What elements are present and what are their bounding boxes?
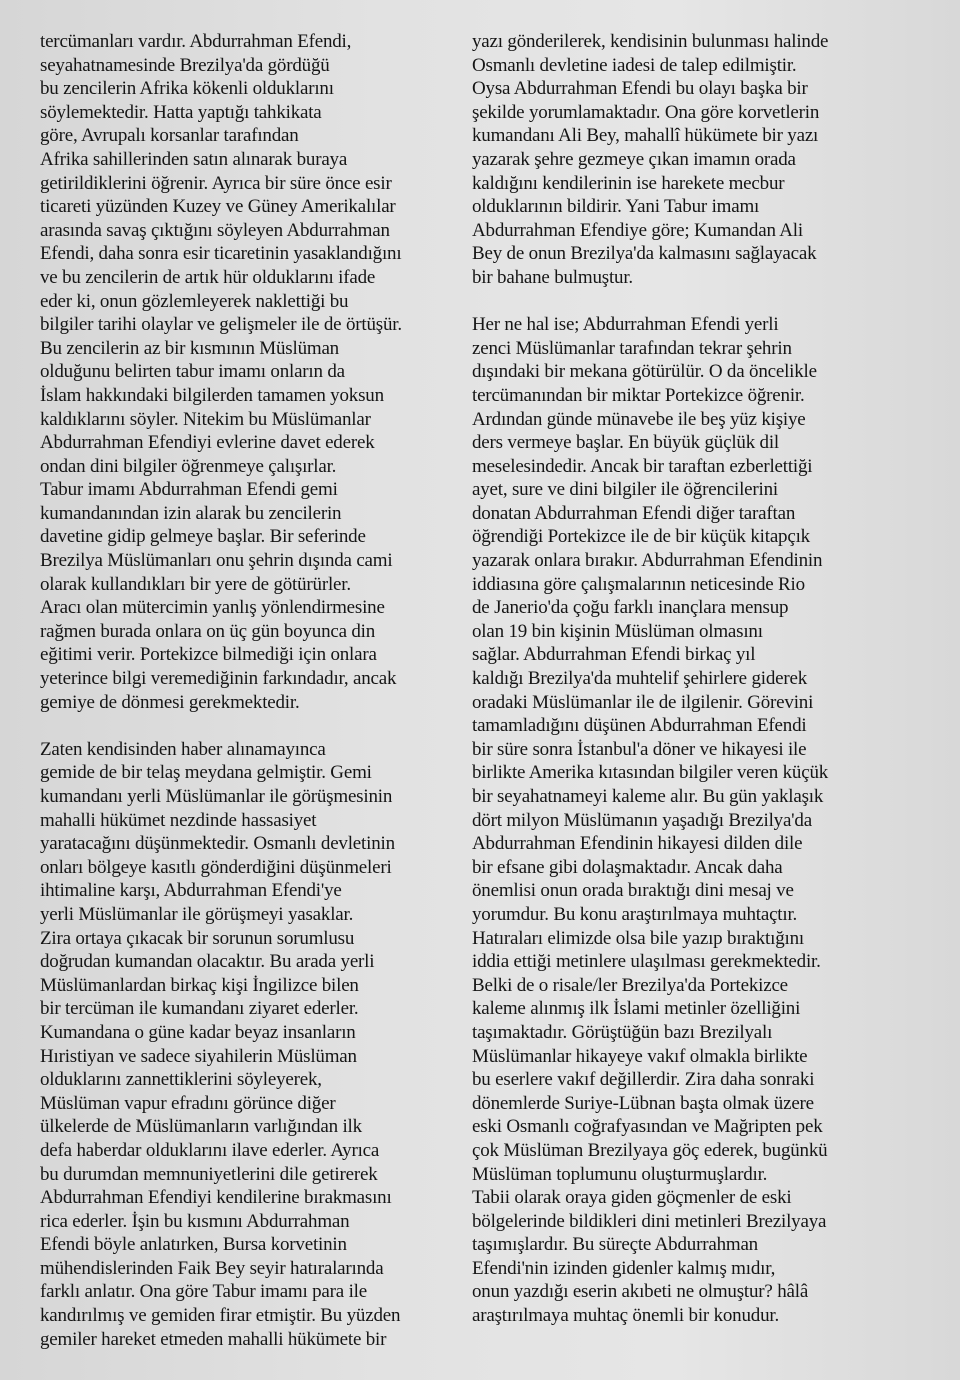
text-line: Ardından günde münavebe ile beş yüz kişiye — [472, 408, 806, 430]
text-line: bölgelerinde bildikleri dini metinleri Brezilyaya — [472, 1210, 827, 1232]
text-line: farklı anlatır. Ona göre Tabur imamı para ile — [40, 1281, 367, 1303]
text-line: Her ne hal ise; Abdurrahman Efendi yerli — [472, 314, 779, 336]
paragraph-gap — [472, 290, 867, 314]
text-line: ülkelerde de Müslümanların varlığından ilk — [40, 1116, 362, 1138]
text-line: rica ederler. İşin bu kısmını Abdurrahman — [40, 1210, 350, 1232]
text-line: gemiye de dönmesi gerekmektedir. — [40, 691, 300, 713]
left-column — [40, 30, 430, 1351]
text-line: kaldıklarını söyler. Nitekim bu Müslümanlar — [40, 408, 371, 430]
text-line: olduklarının bildirir. Yani Tabur imamı — [472, 196, 760, 218]
text-line: defa haberdar olduklarını ilave ederler. Ayrıca — [40, 1139, 380, 1161]
text-line: yaratacağını düşünmektedir. Osmanlı devletinin — [40, 833, 395, 855]
text-line: Osmanlı devletine iadesi de talep edilmiştir. — [472, 54, 797, 76]
text-line: kaleme alınmış ilk İslami metinler özelliğini — [472, 998, 801, 1020]
text-line: kumandanı Ali Bey, mahallî hükümete bir yazı — [472, 125, 819, 147]
text-line: çok Müslüman Brezilyaya göç ederek, bugünkü — [472, 1139, 828, 1161]
text-line: kumandanından izin alarak bu zencilerin — [40, 502, 342, 524]
text-line: Tabur imamı Abdurrahman Efendi gemi — [40, 479, 338, 501]
text-line: tercümanları vardır. Abdurrahman Efendi, — [40, 31, 352, 52]
text-line: Abdurrahman Efendinin hikayesi dilden dile — [472, 833, 803, 855]
text-line: bir efsane gibi dolaşmaktadır. Ancak daha — [472, 856, 783, 878]
text-line: kandırılmış ve gemiden firar etmiştir. Bu yüzden — [40, 1305, 401, 1327]
text-line: bir süre sonra İstanbul'a döner ve hikayesi ile — [472, 738, 807, 760]
text-line: arasında savaş çıktığını söyleyen Abdurrahman — [40, 219, 390, 241]
text-line: Aracı olan mütercimin yanlış yönlendirmesine — [40, 597, 385, 619]
text-line: Efendi'nin izinden gidenler kalmış mıdır, — [472, 1257, 776, 1279]
text-line: seyahatnamesinde Brezilya'da gördüğü — [40, 54, 330, 76]
text-line: ihtimaline karşı, Abdurrahman Efendi'ye — [40, 880, 342, 902]
text-line: zenci Müslümanlar tarafından tekrar şehrin — [472, 337, 792, 359]
text-line: olarak kullandıkları bir yere de götürürler. — [40, 573, 351, 595]
text-line: iddia ettiği metinlere ulaşılması gerekmektedir. — [472, 951, 821, 973]
text-line: getirildiklerini öğrenir. Ayrıca bir süre önce esir — [40, 172, 392, 194]
text-line: bir tercüman ile kumandanı ziyaret ederler. — [40, 998, 359, 1020]
text-line: olan 19 bin kişinin Müslüman olmasını — [472, 620, 763, 642]
text-line: ticareti yüzünden Kuzey ve Güney Amerikalılar — [40, 196, 396, 218]
text-line: ayet, sure ve dini bilgiler ile öğrencilerini — [472, 479, 778, 501]
text-line: ders vermeye başlar. En büyük güçlük dil — [472, 432, 780, 454]
text-line: Abdurrahman Efendiyi kendilerine bırakmasını — [40, 1187, 392, 1209]
text-line: bu eserlere vakıf değillerdir. Zira daha sonraki — [472, 1069, 815, 1091]
text-line: yerli Müslümanlar ile görüşmeyi yasaklar. — [40, 903, 354, 925]
text-line: Bu zencilerin az bir kısmının Müslüman — [40, 337, 339, 359]
text-line: olduklarını zannettiklerini söyleyerek, — [40, 1069, 322, 1091]
text-line: şekilde yorumlamaktadır. Ona göre korvetlerin — [472, 101, 820, 123]
text-line: İslam hakkındaki bilgilerden tamamen yoksun — [40, 384, 384, 406]
text-line: Kumandana o güne kadar beyaz insanların — [40, 1021, 356, 1043]
text-line: Afrika sahillerinden satın alınarak buraya — [40, 148, 348, 170]
text-line: iddiasına göre çalışmalarının neticesinde Rio — [472, 573, 805, 595]
text-line: yazarak onlara bırakır. Abdurrahman Efendinin — [472, 550, 823, 572]
text-line: Oysa Abdurrahman Efendi bu olayı başka bir — [472, 78, 808, 100]
text-line: ondan dini bilgiler öğrenmeye çalışırlar. — [40, 455, 337, 477]
text-line: mühendislerinden Faik Bey seyir hatıralarında — [40, 1257, 384, 1279]
text-line: bilgiler tarihi olaylar ve gelişmeler ile de örtüşür. — [40, 314, 402, 336]
text-line: Müslümanlar hikayeye vakıf olmakla birlikte — [472, 1045, 808, 1067]
text-line: kumandanı yerli Müslümanlar ile görüşmesinin — [40, 786, 393, 807]
text-line: öğrendiği Portekizce ile de bir küçük kitapçık — [472, 526, 810, 548]
text-line: yazarak şehre gezmeye çıkan imamın orada — [472, 148, 796, 170]
text-line: olduğunu belirten tabur imamı onların da — [40, 361, 345, 383]
text-line: Brezilya Müslümanları onu şehrin dışında cami — [40, 550, 393, 572]
text-line: dört milyon Müslümanın yaşadığı Brezilya'da — [472, 809, 812, 831]
text-line: bu durumdan memnuniyetlerini dile getirerek — [40, 1163, 378, 1185]
text-line: Efendi, daha sonra esir ticaretinin yasaklandığını — [40, 243, 402, 265]
text-line: onları bölgeye kasıtlı gönderdiğini düşünmeleri — [40, 856, 392, 878]
text-line: Abdurrahman Efendiye göre; Kumandan Ali — [472, 219, 803, 241]
text-line: dışındaki bir mekana götürülür. O da öncelikle — [472, 361, 817, 383]
text-line: davetine gidip gelmeye başlar. Bir seferinde — [40, 526, 366, 548]
text-line: ve bu zencilerin de artık hür olduklarını ifade — [40, 266, 376, 288]
text-line: tercümanından bir miktar Portekizce öğrenir. — [472, 384, 805, 406]
text-line: gemide de bir telaş meydana gelmiştir. Gemi — [40, 762, 372, 784]
text-line: Hatıraları elimizde olsa bile yazıp bıraktığını — [472, 927, 804, 949]
text-line: rağmen burada onlara on üç gün boyunca din — [40, 620, 376, 642]
text-line: tamamladığını düşünen Abdurrahman Efendi — [472, 715, 807, 737]
text-line: sağlar. Abdurrahman Efendi birkaç yıl — [472, 644, 756, 666]
text-line: eski Osmanlı coğrafyasından ve Mağripten pek — [472, 1116, 823, 1138]
text-line: kaldığını kendilerinin ise harekete mecbur — [472, 172, 785, 194]
text-line: göre, Avrupalı korsanlar tarafından — [40, 125, 299, 147]
text-line: doğrudan kumandan olacaktır. Bu arada yerli — [40, 951, 375, 973]
text-line: donatan Abdurrahman Efendi diğer taraftan — [472, 502, 796, 524]
text-line: birlikte Amerika kıtasından bilgiler veren küçük — [472, 762, 829, 784]
text-line: araştırılmaya muhtaç önemli bir konudur. — [472, 1305, 780, 1327]
paragraph-gap — [40, 714, 430, 738]
text-line: eğitimi verir. Portekizce bilmediği için onlara — [40, 644, 377, 666]
right-column — [472, 30, 867, 1328]
text-line: gemiler hareket etmeden mahalli hükümete bir — [40, 1328, 387, 1350]
text-line: mahalli hükümet nezdinde hassasiyet — [40, 809, 317, 831]
text-line: söylemektedir. Hatta yaptığı tahkikata — [40, 101, 322, 123]
text-line: Müslüman vapur efradını görünce diğer — [40, 1092, 336, 1114]
text-line: taşımaktadır. Görüştüğün bazı Brezilyalı — [472, 1021, 773, 1043]
text-line: yorumdur. Bu konu araştırılmaya muhtaçtır. — [472, 903, 798, 925]
text-line: eder ki, onun gözlemleyerek naklettiği bu — [40, 290, 349, 312]
text-line: kaldığı Brezilya'da muhtelif şehirlere giderek — [472, 668, 808, 690]
text-line: oradaki Müslümanlar ile de ilgilenir. Görevini — [472, 691, 814, 713]
text-line: önemlisi onun orada bıraktığı dini mesaj ve — [472, 880, 794, 902]
text-line: Belki de o risale/ler Brezilya'da Portekizce — [472, 974, 788, 996]
text-line: bu zencilerin Afrika kökenli olduklarını — [40, 78, 334, 100]
text-line: Bey de onun Brezilya'da kalmasını sağlayacak — [472, 243, 817, 265]
text-line: bir seyahatnameyi kaleme alır. Bu gün yaklaşık — [472, 786, 824, 807]
text-line: yeterince bilgi veremediğinin farkındadır, ancak — [40, 668, 397, 690]
text-line: bir bahane bulmuştur. — [472, 266, 633, 288]
text-line: onun yazdığı eserin akıbeti ne olmuştur? hâlâ — [472, 1281, 809, 1303]
text-line: Abdurrahman Efendiyi evlerine davet ederek — [40, 432, 375, 454]
text-line: Müslümanlardan birkaç kişi İngilizce bilen — [40, 974, 359, 996]
text-line: dönemlerde Suriye-Lübnan başta olmak üzere — [472, 1092, 814, 1114]
text-line: yazı gönderilerek, kendisinin bulunması halinde — [472, 31, 829, 52]
text-line: meselesindedir. Ancak bir taraftan ezberlettiği — [472, 455, 813, 477]
text-line: de Janerio'da çoğu farklı inançlara mensup — [472, 597, 789, 619]
text-line: Hıristiyan ve sadece siyahilerin Müslüman — [40, 1045, 357, 1067]
text-line: Tabii olarak oraya giden göçmenler de eski — [472, 1187, 792, 1209]
text-line: Zira ortaya çıkacak bir sorunun sorumlusu — [40, 927, 355, 949]
text-line: Müslüman toplumunu oluşturmuşlardır. — [472, 1163, 768, 1185]
text-line: Zaten kendisinden haber alınamayınca — [40, 738, 326, 760]
text-line: Efendi böyle anlatırken, Bursa korvetinin — [40, 1234, 347, 1256]
text-line: taşımışlardır. Bu süreçte Abdurrahman — [472, 1234, 758, 1256]
